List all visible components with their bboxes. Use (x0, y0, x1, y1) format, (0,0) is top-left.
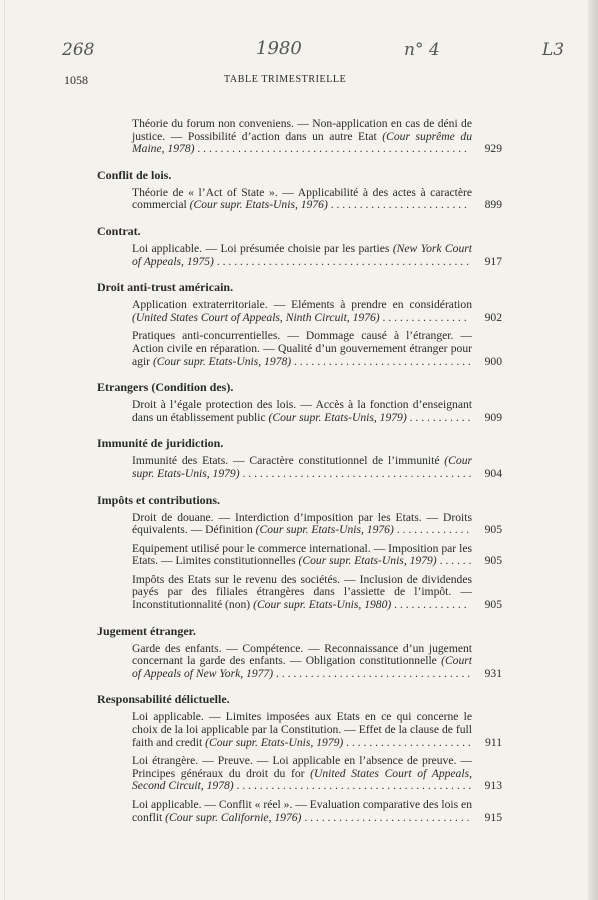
index-entry (97, 574, 502, 612)
index-section (97, 280, 502, 368)
index-entry (97, 711, 502, 749)
entry-description: Garde des enfants. — Compétence. — Reconnaissance d’un jugement concernant la garde des enfants. — Obligation constitutionnelle (132, 641, 472, 668)
entry-citation: (Cour supr. Etats-Unis, 1976) (255, 523, 394, 537)
section-title: Conflit de lois. (97, 167, 172, 182)
handwritten-note-left: 268 (62, 40, 95, 60)
entry-text-block (132, 330, 472, 368)
entry-text-block (132, 118, 472, 156)
entry-page-number: 929 (484, 142, 502, 156)
dot-leader: . . . . . . . . . . . . . . . . . . . . . . . . . . . . . . . . . . (273, 666, 471, 680)
entry-page-number: 905 (484, 598, 502, 612)
dot-leader: . . . . . . . . . . . . . . . . . . . . . . . . . . . . . . . . . . . . . . . . . (233, 779, 472, 793)
entry-page-number: 917 (484, 254, 502, 268)
index-section (97, 168, 502, 212)
index-entry (97, 399, 502, 424)
entry-citation: (Court of Appeals of New York, 1977) (132, 654, 472, 680)
index-entry (97, 455, 502, 480)
entry-page-number: 911 (485, 735, 502, 749)
entry-text-block (132, 299, 472, 324)
entry-text-block (132, 799, 472, 824)
section-title: Immunité de juridiction. (97, 436, 224, 451)
index-entry (97, 543, 502, 568)
entry-description: Impôts des Etats sur le revenu des sociétés. — Inclusion de dividendes payés par des filiales étrangères dans l’assiette de l’impôt. — Inconstitutionnalité (non) (132, 572, 472, 612)
entry-description: Théorie du forum non conveniens. — Non-application en cas de déni de justice. — Possibilité d’action dans un autre Etat (132, 117, 472, 143)
dot-leader: . . . . . . . . . . . . . . . . . . . . . . . . . . . . . . . (291, 354, 471, 368)
entry-page-number: 931 (484, 666, 502, 680)
dot-leader: . . . . . . . . . . . . . . . . . . . . . . (343, 735, 471, 749)
index-entry (97, 512, 502, 537)
entry-description: Théorie de « l’Act of State ». — Applicabilité à des actes à caractère commercial (132, 185, 472, 212)
index-section (97, 624, 502, 681)
entry-description: Immunité des Etats. — Caractère constitutionnel de l’immunité (132, 454, 440, 468)
index-entry (97, 330, 502, 368)
dot-leader: . . . . . . (436, 554, 472, 568)
index-section (97, 224, 502, 268)
entry-text-block (132, 455, 472, 480)
dot-leader: . . . . . . . . . . . . . . . . . . . . . . . . . . . . . . . . . . . . . . . . . . . . . . . (194, 142, 467, 156)
index-section (97, 380, 502, 424)
index-section (97, 118, 502, 156)
page-number: 1058 (64, 73, 88, 87)
dot-leader: . . . . . . . . . . . . . . . . . . . . . . . . . . . . . . . . . . . . . . . . . . . . (213, 254, 469, 268)
dot-leader: . . . . . . . . . . . . . . . . . . . . . . . . . . . . . . . . . . . . . . . . (239, 466, 472, 480)
entry-page-number: 909 (484, 410, 502, 424)
index-section (97, 436, 502, 480)
index-content (97, 118, 502, 824)
entry-text-block (132, 755, 472, 793)
entry-page-number: 905 (484, 554, 502, 568)
index-entry (97, 187, 502, 212)
entry-text-block (132, 512, 472, 537)
entry-description: Application extraterritoriale. — Eléments à prendre en considération (132, 298, 472, 312)
entry-description: Loi applicable. — Limites imposées aux Etats en ce qui concerne le choix de la loi applicable par la Constitution. — Effet de la clause de full faith and credit (132, 710, 472, 749)
page-header (64, 73, 520, 89)
entry-description: Droit à l’égale protection des lois. — Accès à la fonction d’enseignant dans un établissement public (132, 398, 472, 424)
handwritten-note-year: 1980 (256, 38, 302, 59)
entry-description: Loi applicable. — Loi présumée choisie par les parties (132, 241, 390, 255)
entry-citation: (Cour supr. Etats-Unis, 1978) (152, 354, 292, 368)
entry-page-number: 902 (484, 310, 502, 324)
section-title: Contrat. (97, 223, 141, 238)
entry-text-block (132, 574, 472, 612)
entry-description: Pratiques anti-concurrentielles. — Dommage causé à l’étranger. — Action civile en réparation. — Qualité d’un gouvernement étranger pour agir (132, 329, 472, 368)
handwritten-note-code: L3 (542, 40, 565, 60)
dot-leader: . . . . . . . . . . . (406, 410, 471, 424)
index-section (97, 692, 502, 824)
dot-leader: . . . . . . . . . . . . . . . . . . . . . . . . . . . . . (301, 810, 470, 824)
entry-citation: (Cour supr. Etats-Unis, 1980) (253, 598, 392, 612)
dot-leader: . . . . . . . . . . . . . (393, 523, 470, 537)
entry-citation: (Cour supr. Etats-Unis, 1979) (205, 735, 344, 749)
index-entry (97, 118, 502, 156)
entry-citation: (Cour supr. Californie, 1976) (165, 810, 302, 824)
entry-text-block (132, 711, 472, 749)
running-title: TABLE TRIMESTRIELLE (224, 74, 347, 85)
entry-page-number: 900 (484, 354, 502, 368)
entry-page-number: 899 (484, 198, 502, 212)
entry-text-block (132, 543, 472, 568)
section-title: Etrangers (Condition des). (97, 380, 234, 395)
entry-text-block (132, 643, 472, 681)
entry-citation: (Cour supr. Etats-Unis, 1979) (132, 454, 472, 480)
entry-page-number: 904 (484, 466, 502, 480)
entry-citation: (New York Court of Appeals, 1975) (132, 241, 472, 268)
entry-description: Loi applicable. — Conflit « réel ». — Evaluation comparative des lois en conflit (132, 798, 472, 824)
entry-description: Droit de douane. — Interdiction d’imposition par les Etats. — Droits équivalents. — Définition (132, 510, 472, 537)
index-entry (97, 755, 502, 793)
section-title: Droit anti-trust américain. (97, 280, 234, 295)
dot-leader: . . . . . . . . . . . . . . . (379, 310, 467, 324)
entry-citation: (United States Court of Appeals, Second Circuit, 1978) (132, 766, 472, 793)
entry-page-number: 915 (484, 810, 502, 824)
index-entry (97, 799, 502, 824)
entry-citation: (United States Court of Appeals, Ninth Circuit, 1976) (132, 310, 380, 324)
entry-text-block (132, 399, 472, 424)
index-entry (97, 643, 502, 681)
entry-citation: (Cour supr. Etats-Unis, 1976) (189, 198, 328, 212)
entry-text-block (132, 243, 472, 268)
entry-citation: (Cour supr. Etats-Unis, 1979) (298, 554, 437, 568)
index-entry (97, 299, 502, 324)
entry-description: Loi étrangère. — Preuve. — Loi applicable en l’absence de preuve. — Principes généraux du droit du for (132, 754, 472, 780)
entry-page-number: 913 (484, 779, 502, 793)
entry-citation: (Cour supr. Etats-Unis, 1979) (268, 410, 407, 424)
page-edge-shadow (588, 0, 598, 900)
entry-text-block (132, 187, 472, 212)
dot-leader: . . . . . . . . . . . . . (391, 598, 467, 612)
index-section (97, 493, 502, 612)
entry-description: Equipement utilisé pour le commerce international. — Imposition par les Etats. — Limites constitutionnelles (132, 541, 472, 568)
section-title: Responsabilité délictuelle. (97, 692, 230, 707)
handwritten-note-number: n° 4 (404, 40, 440, 60)
section-title: Impôts et contributions. (97, 492, 221, 507)
index-entry (97, 243, 502, 268)
entry-citation: (Cour suprême du Maine, 1978) (132, 129, 472, 156)
entry-page-number: 905 (484, 523, 502, 537)
dot-leader: . . . . . . . . . . . . . . . . . . . . . . . . (327, 198, 467, 212)
section-title: Jugement étranger. (97, 623, 196, 638)
page-edge-line (4, 0, 5, 900)
